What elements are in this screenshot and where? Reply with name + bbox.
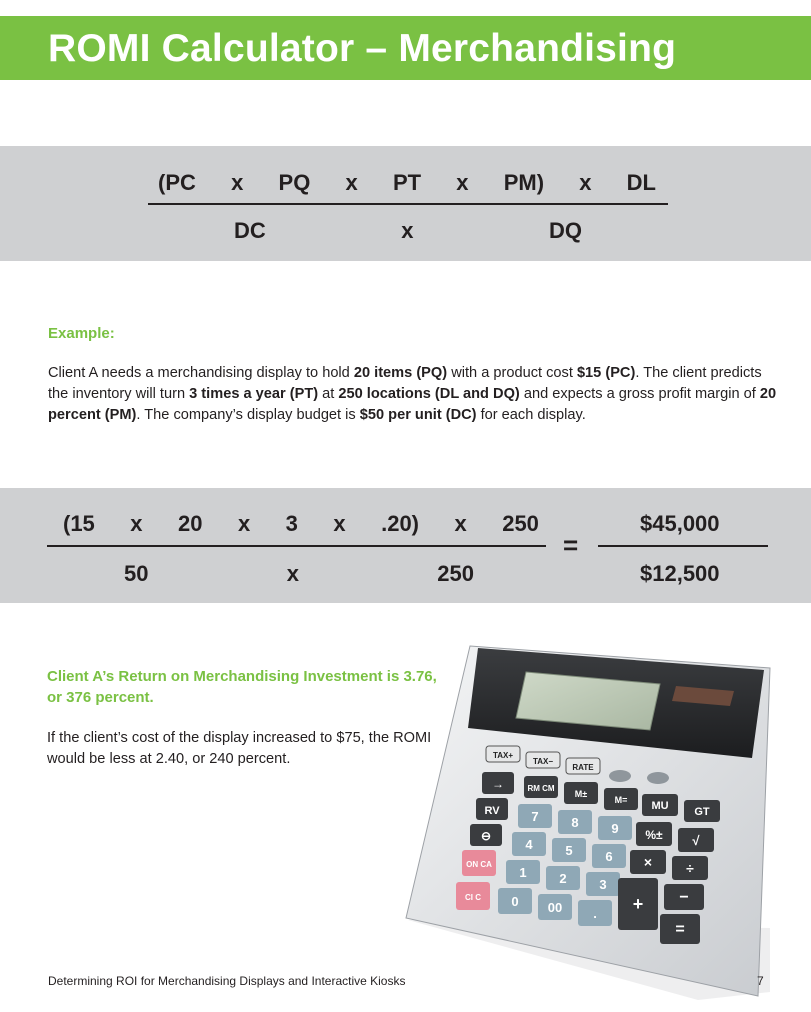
svg-text:TAX+: TAX+ (492, 751, 514, 760)
formula-operator: x (456, 170, 469, 195)
svg-text:2: 2 (559, 871, 567, 886)
formula-operator: x (401, 218, 414, 243)
svg-text:RM CM: RM CM (527, 784, 555, 793)
svg-text:×: × (643, 854, 653, 870)
formula-operator: x (231, 170, 244, 195)
calculation-numerator (63, 511, 539, 537)
formula-term: PQ (278, 170, 311, 195)
page-number: 7 (757, 974, 764, 988)
svg-text:CI C: CI C (465, 893, 481, 902)
svg-text:M±: M± (574, 789, 588, 799)
formula-fraction-line (148, 203, 668, 205)
formula-term: PM) (503, 170, 545, 195)
title-bar (0, 16, 811, 80)
calc-term: .20) (381, 511, 420, 536)
svg-text:M=: M= (614, 795, 628, 805)
calc-operator: x (333, 511, 346, 536)
svg-text:ON CA: ON CA (466, 860, 492, 869)
result-numerator (640, 511, 720, 537)
result-body: If the client’s cost of the display increased to $75, the ROMI would be less at 2.40, or 240 percent. (47, 730, 432, 767)
page-title: ROMI Calculator – Merchandising (48, 27, 677, 70)
calc-operator: x (237, 511, 251, 536)
svg-text:%±: %± (645, 828, 663, 842)
svg-text:=: = (675, 921, 685, 938)
calc-term: 250 (437, 561, 474, 586)
svg-text:5: 5 (565, 843, 573, 858)
svg-text:RATE: RATE (572, 763, 594, 772)
calc-term: (15 (63, 511, 95, 536)
svg-text:−: − (679, 889, 689, 906)
formula-term: PT (392, 170, 422, 195)
calc-fraction-line (47, 545, 546, 547)
equals-sign: = (563, 530, 579, 560)
calc-operator: x (286, 561, 299, 586)
formula-operator: x (579, 170, 592, 195)
svg-text:TAX−: TAX− (532, 757, 554, 766)
svg-text:.: . (593, 906, 597, 921)
footer-text: Determining ROI for Merchandising Displays and Interactive Kiosks (48, 974, 406, 988)
svg-text:GT: GT (694, 806, 710, 818)
calc-operator: x (130, 511, 143, 536)
svg-text:⊖: ⊖ (480, 829, 492, 843)
calc-term: 3 (285, 511, 298, 536)
svg-text:4: 4 (525, 837, 533, 852)
svg-text:7: 7 (531, 809, 539, 824)
calc-term: 20 (177, 511, 203, 536)
result-value: $12,500 (640, 561, 720, 586)
svg-text:3: 3 (599, 877, 607, 892)
result-value: $45,000 (640, 511, 720, 536)
calculator-illustration (398, 628, 778, 1000)
svg-text:00: 00 (547, 900, 563, 915)
formula-term: DL (626, 170, 656, 195)
svg-text:÷: ÷ (686, 860, 694, 876)
svg-text:√: √ (692, 833, 700, 848)
svg-text:0: 0 (511, 894, 519, 909)
calc-operator: x (454, 511, 467, 536)
calc-term: 250 (502, 511, 539, 536)
calc-term: 50 (124, 561, 149, 586)
result-fraction-line (598, 545, 768, 547)
formula-term: DC (234, 218, 266, 243)
result-denominator (640, 561, 720, 587)
svg-text:RV: RV (484, 805, 500, 817)
example-label: Example: (48, 325, 115, 342)
svg-text:8: 8 (571, 815, 579, 830)
svg-text:→: → (492, 777, 504, 791)
svg-text:+: + (632, 894, 644, 914)
formula-numerator (158, 170, 656, 196)
formula-term: DQ (549, 218, 582, 243)
formula-denominator (234, 218, 582, 244)
svg-text:9: 9 (611, 821, 619, 836)
calculation-band (0, 488, 811, 603)
formula-band (0, 146, 811, 261)
calculation-denominator (124, 561, 474, 587)
example-paragraph: Client A needs a merchandising display to hold 20 items (PQ) with a product cost $15 (PC). The client predicts the inventory will turn 3 times a year (PT) at 250 locations (DL and DQ) and expects a gross profit margin of 20 percent (PM). The company’s display budget is $50 per unit (DC) for each display. (48, 365, 777, 423)
formula-term: (PC (158, 170, 196, 195)
svg-text:6: 6 (605, 849, 613, 864)
svg-text:1: 1 (519, 865, 527, 880)
svg-text:MU: MU (651, 800, 669, 812)
result-headline: Client A’s Return on Merchandising Investment is 3.76, or 376 percent. (47, 668, 437, 706)
formula-operator: x (345, 170, 358, 195)
